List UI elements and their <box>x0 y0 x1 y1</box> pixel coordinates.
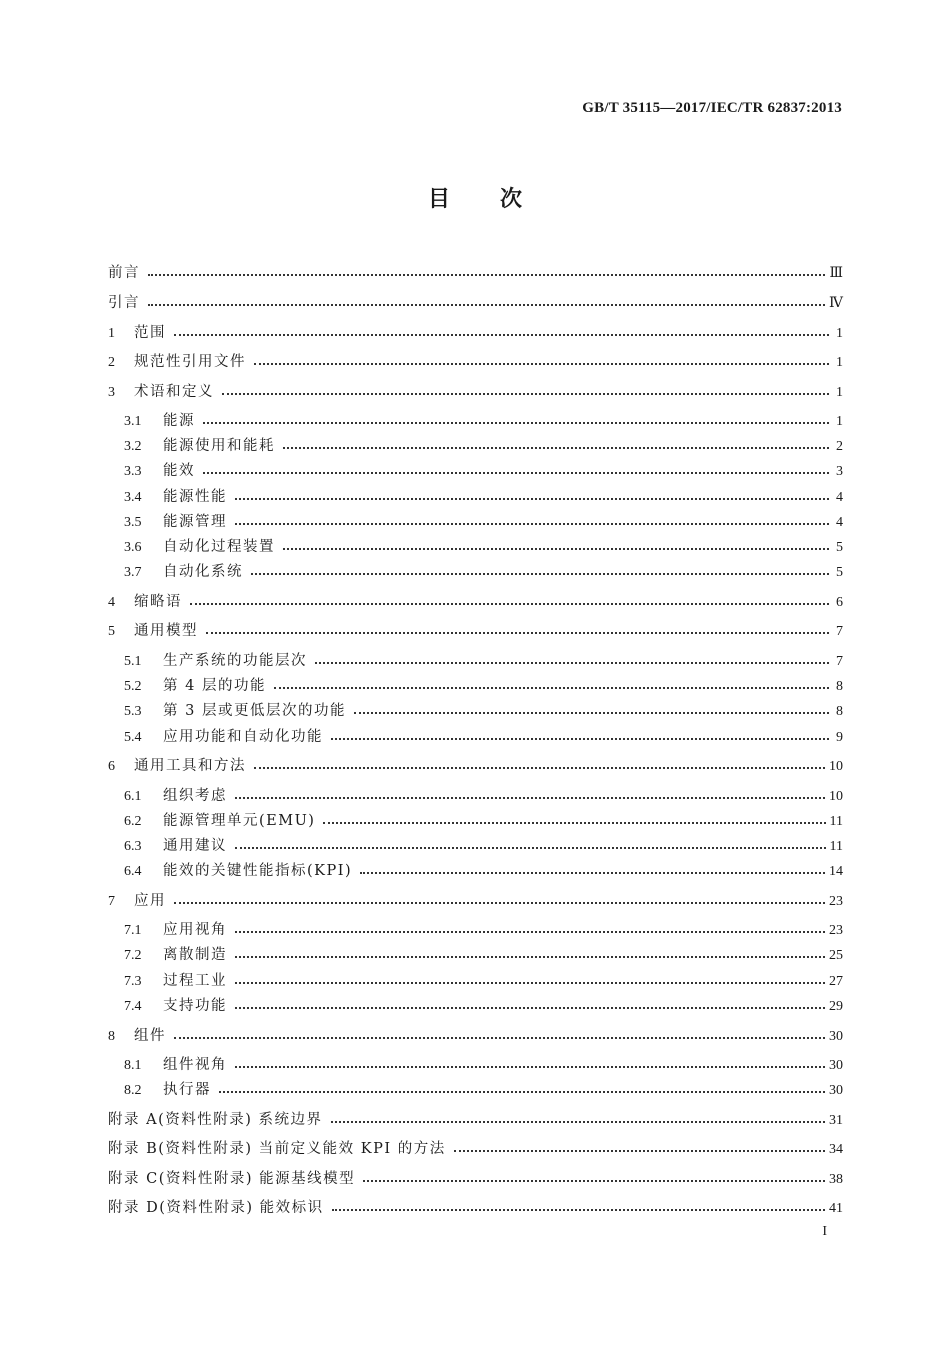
toc-entry-label: 前言 <box>108 265 140 281</box>
toc-entry-page: 31 <box>829 1113 843 1128</box>
toc-entry-page: 41 <box>829 1201 843 1216</box>
toc-leader-dots <box>174 902 825 904</box>
toc-entry-number: 3.1 <box>124 414 142 429</box>
toc-entry-label: 通用模型 <box>134 623 198 639</box>
toc-leader-dots <box>206 632 829 634</box>
toc-entry-label: 范围 <box>134 325 166 341</box>
toc-entry-page: 14 <box>829 864 843 879</box>
toc-entry-page: 10 <box>829 789 843 804</box>
toc-entry-label: 附录 C(资料性附录) 能源基线模型 <box>108 1171 356 1187</box>
toc-entry[interactable] <box>124 919 843 941</box>
toc-entry[interactable] <box>124 835 843 857</box>
toc-entry-number: 5.2 <box>124 679 142 694</box>
toc-entry-page: 34 <box>829 1142 843 1157</box>
toc-entry[interactable] <box>124 785 843 807</box>
toc-leader-dots <box>190 603 829 605</box>
toc-entry-label: 通用工具和方法 <box>134 758 246 774</box>
toc-leader-dots <box>222 393 829 395</box>
toc-entry[interactable] <box>108 292 843 314</box>
toc-entry-number: 8.1 <box>124 1058 142 1073</box>
toc-entry-page: 1 <box>836 414 843 429</box>
toc-leader-dots <box>235 1007 825 1009</box>
toc-entry-label: 应用视角 <box>163 922 227 938</box>
toc-entry-label: 组件 <box>134 1028 166 1044</box>
toc-leader-dots <box>174 1037 825 1039</box>
toc-entry-page: 30 <box>829 1058 843 1073</box>
toc-entry[interactable] <box>124 995 843 1017</box>
toc-entry[interactable] <box>124 726 843 748</box>
toc-entry[interactable] <box>108 620 843 642</box>
toc-entry[interactable] <box>124 860 843 882</box>
toc-entry-label: 应用功能和自动化功能 <box>163 729 323 745</box>
toc-entry-page: 5 <box>836 540 843 555</box>
toc-entry-label: 组织考虑 <box>163 788 227 804</box>
toc-entry-label: 能源 <box>163 413 195 429</box>
toc-entry[interactable] <box>124 460 843 482</box>
toc-leader-dots <box>283 447 829 449</box>
toc-entry-label: 生产系统的功能层次 <box>163 653 307 669</box>
toc-entry[interactable] <box>124 675 843 697</box>
toc-entry-page: 4 <box>836 490 843 505</box>
toc-entry[interactable] <box>108 1197 843 1219</box>
toc-entry[interactable] <box>124 536 843 558</box>
toc-entry-label: 能效的关键性能指标(KPI) <box>163 863 353 879</box>
toc-leader-dots <box>454 1150 825 1152</box>
toc-entry-number: 4 <box>108 595 115 610</box>
toc-leader-dots <box>235 498 829 500</box>
toc-entry-label: 组件视角 <box>163 1057 227 1073</box>
toc-entry-page: 11 <box>829 814 843 829</box>
toc-entry-label: 附录 B(资料性附录) 当前定义能效 KPI 的方法 <box>108 1141 446 1157</box>
toc-entry-page: 4 <box>836 515 843 530</box>
toc-leader-dots <box>203 472 829 474</box>
toc-entry-label: 支持功能 <box>163 998 227 1014</box>
toc-entry[interactable] <box>124 486 843 508</box>
toc-entry-label: 应用 <box>134 893 166 909</box>
standard-code: GB/T 35115—2017/IEC/TR 62837:2013 <box>582 100 842 116</box>
toc-entry-page: 3 <box>836 464 843 479</box>
toc-entry-number: 8 <box>108 1029 115 1044</box>
toc-leader-dots <box>283 548 829 550</box>
toc-entry-label: 自动化系统 <box>163 564 243 580</box>
toc-leader-dots <box>174 334 829 336</box>
toc-entry[interactable] <box>124 1054 843 1076</box>
toc-entry[interactable] <box>108 262 843 284</box>
toc-entry-number: 5.3 <box>124 704 142 719</box>
toc-entry-label: 能源性能 <box>163 489 227 505</box>
toc-entry-number: 7.2 <box>124 948 142 963</box>
toc-leader-dots <box>332 1209 825 1211</box>
toc-leader-dots <box>360 872 825 874</box>
toc-entry-number: 3 <box>108 385 115 400</box>
toc-entry-number: 3.4 <box>124 490 142 505</box>
toc-entry-number: 7 <box>108 894 115 909</box>
toc-entry[interactable] <box>124 435 843 457</box>
toc-leader-dots <box>274 687 829 689</box>
toc-entry-page: 27 <box>829 974 843 989</box>
toc-entry-page: 7 <box>836 624 843 639</box>
toc-entry-label: 术语和定义 <box>134 384 214 400</box>
toc-leader-dots <box>235 847 826 849</box>
toc-leader-dots <box>235 523 829 525</box>
toc-entry[interactable] <box>124 410 843 432</box>
toc-entry-label: 通用建议 <box>163 838 227 854</box>
toc-entry[interactable] <box>108 1138 843 1160</box>
toc-entry-number: 5 <box>108 624 115 639</box>
toc-entry-page: 10 <box>829 759 843 774</box>
toc-entry-page: Ⅳ <box>829 296 843 311</box>
toc-entry-number: 3.5 <box>124 515 142 530</box>
toc-entry-page: 2 <box>836 439 843 454</box>
toc-entry-label: 能源管理单元(EMU) <box>163 813 316 829</box>
toc-leader-dots <box>235 982 825 984</box>
toc-entry-page: 30 <box>829 1029 843 1044</box>
toc-entry[interactable] <box>108 381 843 403</box>
toc-leader-dots <box>235 797 825 799</box>
toc-leader-dots <box>323 822 825 824</box>
toc-entry[interactable] <box>108 351 843 373</box>
toc-entry-label: 附录 A(资料性附录) 系统边界 <box>108 1112 323 1128</box>
toc-leader-dots <box>331 1121 825 1123</box>
toc-entry-label: 自动化过程装置 <box>163 539 275 555</box>
toc-entry-page: 8 <box>836 679 843 694</box>
toc-entry-page: 9 <box>836 730 843 745</box>
toc-entry-number: 8.2 <box>124 1083 142 1098</box>
toc-entry[interactable] <box>124 970 843 992</box>
toc-entry-number: 5.1 <box>124 654 142 669</box>
toc-entry-label: 缩略语 <box>134 594 182 610</box>
toc-leader-dots <box>235 931 825 933</box>
toc-leader-dots <box>251 573 829 575</box>
toc-entry-label: 第 4 层的功能 <box>163 678 266 694</box>
toc-leader-dots <box>148 304 825 306</box>
toc-entry[interactable] <box>124 700 843 722</box>
toc-entry-page: 7 <box>836 654 843 669</box>
toc-entry[interactable] <box>108 1025 843 1047</box>
toc-leader-dots <box>354 712 829 714</box>
toc-entry-page: 25 <box>829 948 843 963</box>
toc-entry-number: 6.2 <box>124 814 142 829</box>
toc-entry-label: 第 3 层或更低层次的功能 <box>163 703 346 719</box>
toc-leader-dots <box>203 422 829 424</box>
toc-leader-dots <box>331 738 829 740</box>
toc-entry[interactable] <box>124 1079 843 1101</box>
toc-leader-dots <box>254 767 825 769</box>
toc-leader-dots <box>235 1066 825 1068</box>
toc-entry[interactable] <box>108 890 843 912</box>
toc-entry-label: 能效 <box>163 463 195 479</box>
toc-leader-dots <box>219 1091 825 1093</box>
toc-entry-page: 1 <box>836 355 843 370</box>
toc-leader-dots <box>254 363 829 365</box>
toc-entry-number: 3.7 <box>124 565 142 580</box>
toc-entry-label: 引言 <box>108 295 140 311</box>
toc-entry[interactable] <box>124 561 843 583</box>
toc-leader-dots <box>148 274 825 276</box>
toc-entry[interactable] <box>108 1168 843 1190</box>
toc-entry-number: 7.1 <box>124 923 142 938</box>
toc-entry-number: 1 <box>108 326 115 341</box>
toc-entry[interactable] <box>108 591 843 613</box>
toc-entry-label: 规范性引用文件 <box>134 354 246 370</box>
toc-entry[interactable] <box>124 810 843 832</box>
toc-entry-page: 23 <box>829 894 843 909</box>
toc-entry-page: 1 <box>836 326 843 341</box>
toc-entry-number: 6.3 <box>124 839 142 854</box>
toc-entry[interactable] <box>108 755 843 777</box>
toc-entry-page: 8 <box>836 704 843 719</box>
toc-entry-number: 2 <box>108 355 115 370</box>
toc-entry-number: 3.6 <box>124 540 142 555</box>
toc-entry-page: 6 <box>836 595 843 610</box>
toc-entry-number: 3.2 <box>124 439 142 454</box>
toc-entry-page: 30 <box>829 1083 843 1098</box>
toc-entry-page: 11 <box>829 839 843 854</box>
toc-entry-label: 离散制造 <box>163 947 227 963</box>
toc-entry[interactable] <box>124 511 843 533</box>
toc-leader-dots <box>235 956 825 958</box>
toc-entry-label: 能源管理 <box>163 514 227 530</box>
toc-entry-page: 5 <box>836 565 843 580</box>
toc-entry[interactable] <box>124 650 843 672</box>
toc-entry-label: 过程工业 <box>163 973 227 989</box>
toc-leader-dots <box>315 662 829 664</box>
toc-entry-page: 38 <box>829 1172 843 1187</box>
toc-entry-page: 23 <box>829 923 843 938</box>
toc-leader-dots <box>363 1180 825 1182</box>
page-number: I <box>822 1224 827 1239</box>
page-title: 目次 <box>427 187 572 212</box>
toc-entry-number: 6.4 <box>124 864 142 879</box>
toc-entry-label: 附录 D(资料性附录) 能效标识 <box>108 1200 324 1216</box>
toc-entry-page: 29 <box>829 999 843 1014</box>
toc-entry-number: 7.3 <box>124 974 142 989</box>
toc-entry-number: 5.4 <box>124 730 142 745</box>
toc-entry-number: 6 <box>108 759 115 774</box>
toc-entry-page: Ⅲ <box>829 266 843 281</box>
toc-entry-page: 1 <box>836 385 843 400</box>
toc-entry-number: 6.1 <box>124 789 142 804</box>
toc-entry-label: 执行器 <box>163 1082 211 1098</box>
toc-entry[interactable] <box>108 322 843 344</box>
toc-entry-number: 3.3 <box>124 464 142 479</box>
toc-entry[interactable] <box>108 1109 843 1131</box>
toc-entry-number: 7.4 <box>124 999 142 1014</box>
toc-entry[interactable] <box>124 944 843 966</box>
toc-entry-label: 能源使用和能耗 <box>163 438 275 454</box>
